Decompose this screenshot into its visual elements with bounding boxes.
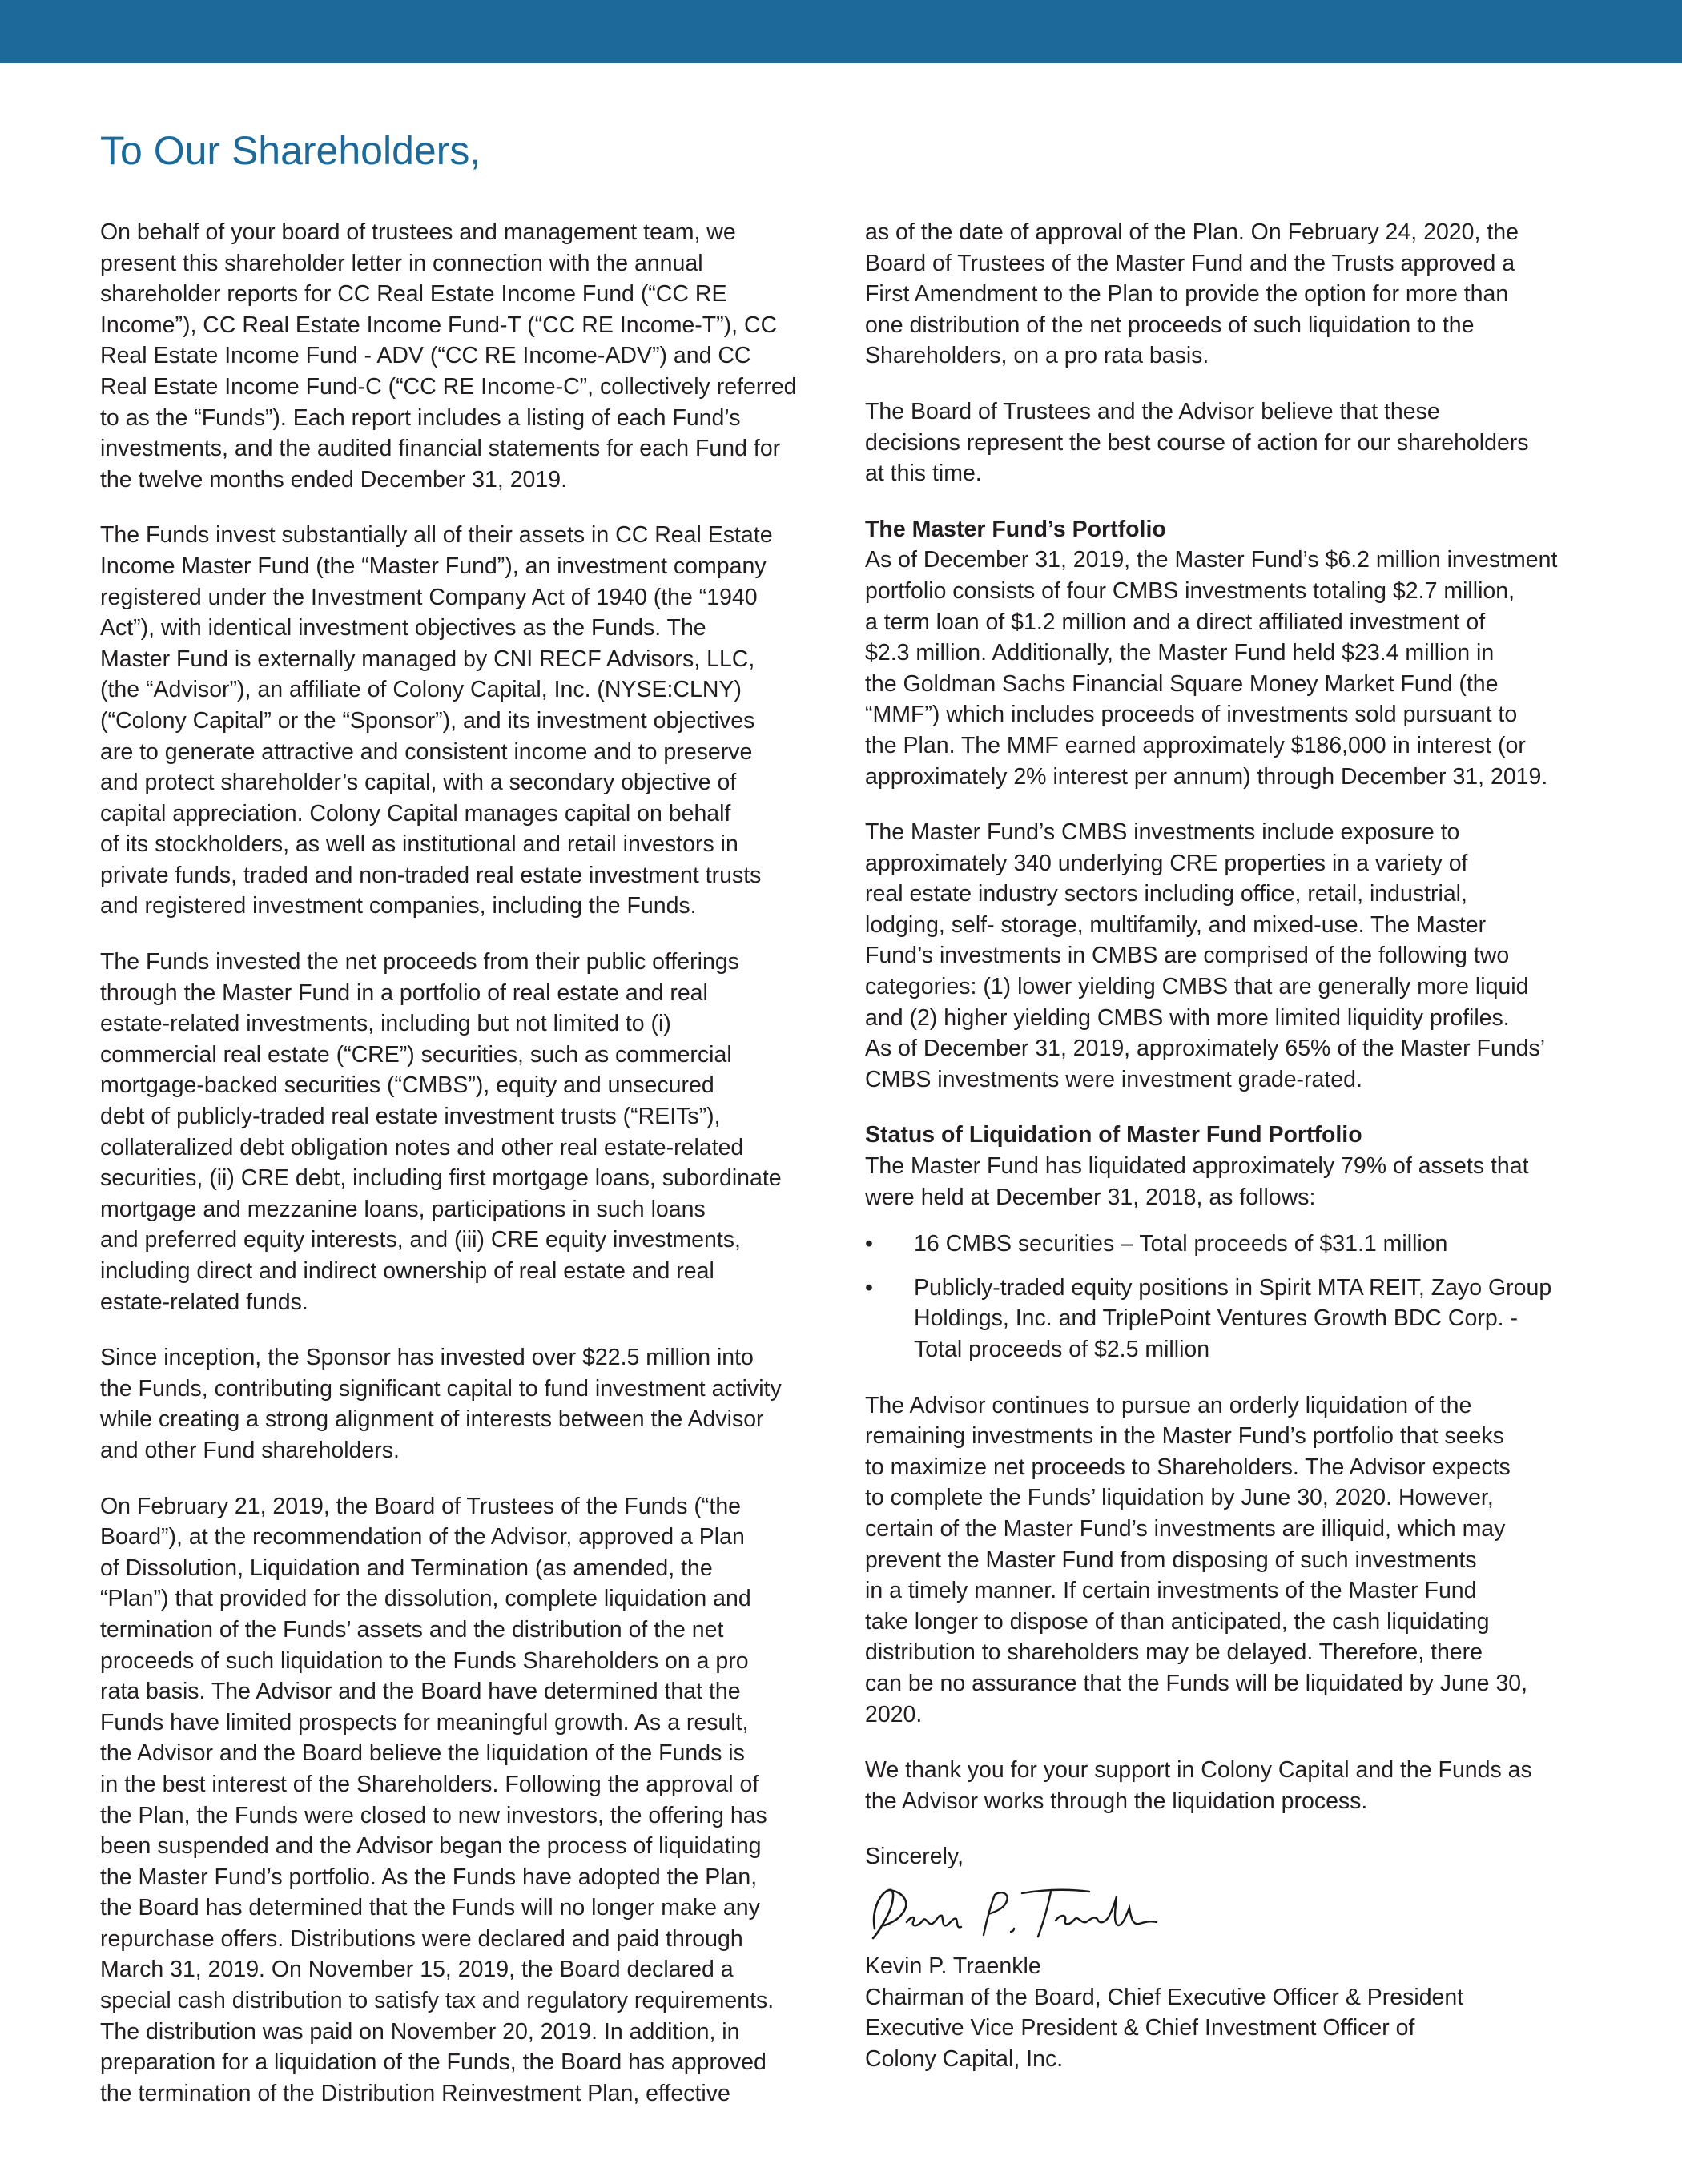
text-line: On behalf of your board of trustees and management team, we (100, 219, 736, 245)
liquidation-intro (865, 1151, 1602, 1213)
salutation: Sincerely, (865, 1844, 964, 1870)
text-line: (“Colony Capital” or the “Sponsor”), and its investment objectives (100, 707, 755, 734)
bullet-text (914, 1273, 1602, 1366)
text-line: the Goldman Sachs Financial Square Money Market Fund (the (865, 670, 1499, 697)
text-line: Total proceeds of $2.5 million (914, 1337, 1210, 1362)
text-line: Real Estate Income Fund-C (“CC RE Income-C”, collectively referred (100, 373, 797, 400)
sponsor-paragraph (100, 1342, 837, 1466)
text-line: to maximize net proceeds to Shareholders. The Advisor expects (865, 1454, 1511, 1480)
text-line: the Advisor and the Board believe the liquidation of the Funds is (100, 1740, 745, 1767)
text-line: including direct and indirect ownership of real estate and real (100, 1258, 714, 1284)
text-line: The Master Fund has liquidated approximately 79% of assets that (865, 1153, 1529, 1180)
text-line: We thank you for your support in Colony Capital and the Funds as (865, 1757, 1532, 1784)
text-line: collateralized debt obligation notes and other real estate-related (100, 1134, 744, 1160)
text-line: and registered investment companies, including the Funds. (100, 893, 697, 919)
text-line: categories: (1) lower yielding CMBS that are generally more liquid (865, 974, 1529, 1000)
text-line: the Plan, the Funds were closed to new investors, the offering has (100, 1802, 767, 1828)
text-line: the Board has determined that the Funds will no longer make any (100, 1895, 760, 1921)
right-column (865, 217, 1602, 2074)
text-line: March 31, 2019. On November 15, 2019, the Board declared a (100, 1957, 734, 1983)
text-line: one distribution of the net proceeds of such liquidation to the (865, 312, 1475, 338)
portfolio-section (865, 514, 1602, 1096)
text-line: decisions represent the best course of action for our shareholders (865, 429, 1529, 456)
plan-of-dissolution-paragraph (100, 1491, 837, 2110)
text-line: private funds, traded and non-traded real estate investment trusts (100, 862, 762, 888)
text-line: in the best interest of the Shareholders. Following the approval of (100, 1771, 759, 1797)
text-line: and protect shareholder’s capital, with a secondary objective of (100, 770, 737, 796)
text-line: the Funds, contributing significant capital to fund investment activity (100, 1375, 782, 1402)
text-line: Board of Trustees of the Master Fund and the Trusts approved a (865, 250, 1515, 276)
text-line: approximately 2% interest per annum) through December 31, 2019. (865, 763, 1548, 790)
text-line: of Dissolution, Liquidation and Termination (as amended, the (100, 1555, 713, 1581)
text-line: Executive Vice President & Chief Investment Officer of (865, 2015, 1415, 2041)
text-line: Board”), at the recommendation of the Advisor, approved a Plan (100, 1524, 745, 1551)
text-line: while creating a strong alignment of interests between the Advisor (100, 1406, 764, 1433)
text-line: to complete the Funds’ liquidation by June 30, 2020. However, (865, 1485, 1494, 1511)
list-item (865, 1273, 1602, 1366)
orderly-liquidation-paragraph (865, 1390, 1602, 1731)
text-line: The Funds invest substantially all of their assets in CC Real Estate (100, 522, 773, 549)
header-accent-bar (0, 0, 1682, 63)
text-line: The Board of Trustees and the Advisor believe that these (865, 398, 1440, 424)
text-line: securities, (ii) CRE debt, including first mortgage loans, subordinate (100, 1165, 782, 1192)
text-line: $2.3 million. Additionally, the Master Fund held $23.4 million in (865, 640, 1495, 666)
text-line: registered under the Investment Company Act of 1940 (the “1940 (100, 584, 758, 610)
liquidation-section (865, 1120, 1602, 1365)
text-line: approximately 340 underlying CRE properties in a variety of (865, 850, 1468, 876)
liquidation-bullets (865, 1229, 1602, 1365)
text-line: Chairman of the Board, Chief Executive Officer & President (865, 1984, 1464, 2010)
text-line: mortgage-backed securities (“CMBS”), equity and unsecured (100, 1072, 714, 1099)
page-title: To Our Shareholders, (100, 128, 481, 173)
text-line: The Master Fund’s CMBS investments include exposure to (865, 819, 1460, 846)
text-line: Income Master Fund (the “Master Fund”), an investment company (100, 553, 767, 579)
text-line: certain of the Master Fund’s investments are illiquid, which may (865, 1515, 1506, 1542)
text-line: and other Fund shareholders. (100, 1437, 400, 1463)
text-line: mortgage and mezzanine loans, participations in such loans (100, 1196, 706, 1222)
text-line: the twelve months ended December 31, 2019. (100, 466, 568, 493)
text-line: On February 21, 2019, the Board of Trustees of the Funds (“the (100, 1493, 742, 1519)
amendment-paragraph (865, 217, 1602, 372)
signoff (865, 1841, 1602, 2074)
text-line: special cash distribution to satisfy tax and regulatory requirements. (100, 1988, 775, 2014)
left-column (100, 217, 837, 2134)
text-line: at this time. (865, 461, 982, 487)
signer-titles (865, 1982, 1602, 2075)
text-line: Since inception, the Sponsor has invested over $22.5 million into (100, 1345, 754, 1371)
text-line: preparation for a liquidation of the Funds, the Board has approved (100, 2049, 767, 2076)
text-line: been suspended and the Advisor began the process of liquidating (100, 1833, 762, 1860)
text-line: the Advisor works through the liquidation process. (865, 1788, 1368, 1814)
thank-you-paragraph (865, 1755, 1602, 1816)
text-line: Real Estate Income Fund - ADV (“CC RE Income-ADV”) and CC (100, 343, 751, 369)
text-line: the Master Fund’s portfolio. As the Funds have adopted the Plan, (100, 1864, 758, 1890)
bullet-icon: • (865, 1231, 873, 1257)
text-line: Publicly-traded equity positions in Spirit MTA REIT, Zayo Group (914, 1274, 1552, 1301)
bullet-icon: • (865, 1274, 873, 1301)
text-line: were held at December 31, 2018, as follows: (865, 1184, 1316, 1210)
text-line: Income”), CC Real Estate Income Fund-T (“CC RE Income-T”), CC (100, 312, 778, 338)
portfolio-heading: The Master Fund’s Portfolio (865, 516, 1166, 542)
text-line: and preferred equity interests, and (iii) CRE equity investments, (100, 1227, 741, 1253)
text-line: Master Fund is externally managed by CNI RECF Advisors, LLC, (100, 646, 755, 672)
text-line: (the “Advisor”), an affiliate of Colony Capital, Inc. (NYSE:CLNY) (100, 677, 742, 703)
text-line: portfolio consists of four CMBS investments totaling $2.7 million, (865, 577, 1515, 604)
investments-paragraph (100, 947, 837, 1317)
text-line: CMBS investments were investment grade-rated. (865, 1066, 1362, 1092)
text-line: First Amendment to the Plan to provide the option for more than (865, 281, 1509, 308)
text-line: proceeds of such liquidation to the Funds Shareholders on a pro (100, 1647, 749, 1674)
liquidation-heading: Status of Liquidation of Master Fund Portfolio (865, 1122, 1362, 1148)
text-line: 16 CMBS securities – Total proceeds of $31.1 million (914, 1231, 1448, 1257)
text-line: capital appreciation. Colony Capital manages capital on behalf (100, 800, 731, 827)
master-fund-paragraph (100, 520, 837, 922)
text-line: and (2) higher yielding CMBS with more limited liquidity profiles. (865, 1004, 1510, 1031)
text-line: real estate industry sectors including office, retail, industrial, (865, 881, 1467, 907)
text-line: Holdings, Inc. and TriplePoint Ventures Growth BDC Corp. - (914, 1305, 1519, 1332)
text-line: in a timely manner. If certain investments of the Master Fund (865, 1578, 1477, 1604)
text-line: The Advisor continues to pursue an orderly liquidation of the (865, 1392, 1472, 1418)
text-line: to as the “Funds”). Each report includes a listing of each Fund’s (100, 404, 741, 431)
text-line: take longer to dispose of than anticipated, the cash liquidating (865, 1608, 1490, 1635)
portfolio-paragraph (865, 545, 1602, 792)
text-line: rata basis. The Advisor and the Board have determined that the (100, 1679, 741, 1705)
text-line: present this shareholder letter in connection with the annual (100, 250, 703, 276)
text-line: investments, and the audited financial statements for each Fund for (100, 436, 781, 462)
text-line: are to generate attractive and consistent income and to preserve (100, 738, 753, 765)
text-line: the termination of the Distribution Reinvestment Plan, effective (100, 2080, 730, 2106)
text-line: Colony Capital, Inc. (865, 2045, 1064, 2072)
board-belief-paragraph (865, 396, 1602, 489)
text-line: termination of the Funds’ assets and the distribution of the net (100, 1616, 724, 1643)
text-line: shareholder reports for CC Real Estate Income Fund (“CC RE (100, 281, 727, 308)
text-line: Fund’s investments in CMBS are comprised of the following two (865, 943, 1510, 969)
text-line: estate-related investments, including but not limited to (i) (100, 1011, 671, 1037)
intro-paragraph (100, 217, 837, 495)
text-line: commercial real estate (“CRE”) securities, such as commercial (100, 1041, 732, 1068)
text-line: estate-related funds. (100, 1289, 308, 1315)
text-line: prevent the Master Fund from disposing of such investments (865, 1546, 1477, 1573)
text-line: of its stockholders, as well as institutional and retail investors in (100, 831, 738, 858)
bullet-text (914, 1229, 1602, 1260)
text-line: Shareholders, on a pro rata basis. (865, 343, 1209, 369)
text-line: can be no assurance that the Funds will be liquidated by June 30, (865, 1670, 1528, 1696)
text-line: Funds have limited prospects for meaningful growth. As a result, (100, 1709, 749, 1736)
text-line: through the Master Fund in a portfolio of real estate and real (100, 979, 708, 1006)
text-line: The Funds invested the net proceeds from their public offerings (100, 949, 739, 975)
text-line: debt of publicly-traded real estate investment trusts (“REITs”), (100, 1104, 721, 1130)
text-line: “Plan”) that provided for the dissolution, complete liquidation and (100, 1586, 751, 1612)
text-line: As of December 31, 2019, approximately 65% of the Master Funds’ (865, 1036, 1546, 1062)
signature-image (865, 1879, 1161, 1951)
text-line: repurchase offers. Distributions were declared and paid through (100, 1925, 743, 1952)
text-line: Act”), with identical investment objectives as the Funds. The (100, 615, 706, 642)
text-line: a term loan of $1.2 million and a direct affiliated investment of (865, 609, 1486, 635)
text-line: As of December 31, 2019, the Master Fund’s $6.2 million investment (865, 547, 1558, 573)
signer-name: Kevin P. Traenkle (865, 1953, 1041, 1979)
cmbs-paragraph (865, 817, 1602, 1095)
text-line: 2020. (865, 1701, 923, 1727)
text-line: distribution to shareholders may be delayed. Therefore, there (865, 1639, 1483, 1666)
text-line: remaining investments in the Master Fund’s portfolio that seeks (865, 1423, 1504, 1450)
text-line: “MMF”) which includes proceeds of investments sold pursuant to (865, 702, 1518, 728)
text-line: The distribution was paid on November 20, 2019. In addition, in (100, 2018, 740, 2045)
text-line: as of the date of approval of the Plan. On February 24, 2020, the (865, 219, 1519, 245)
text-line: the Plan. The MMF earned approximately $186,000 in interest (or (865, 732, 1526, 758)
text-line: lodging, self- storage, multifamily, and mixed-use. The Master (865, 911, 1487, 938)
list-item (865, 1229, 1602, 1260)
